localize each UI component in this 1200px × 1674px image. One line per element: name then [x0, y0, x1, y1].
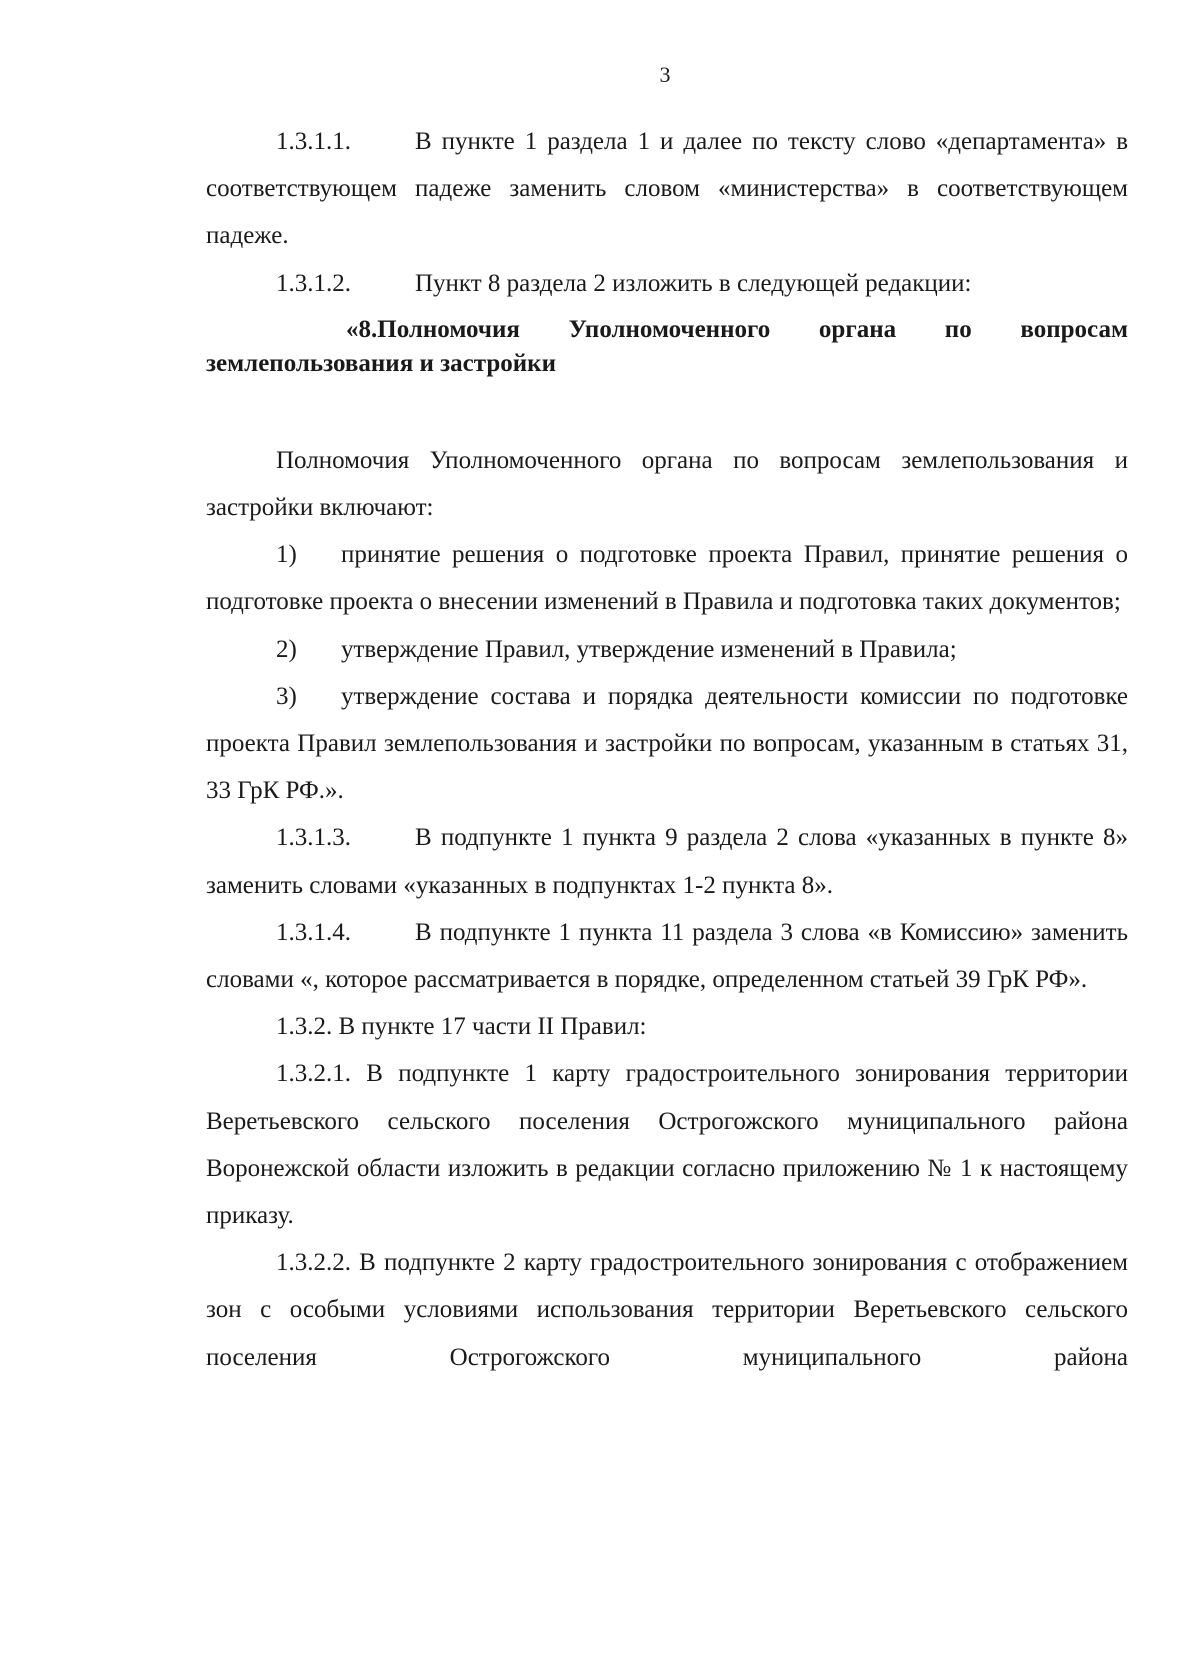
- list-item-3: [206, 673, 1128, 815]
- clause-number: 1.3.1.2.: [276, 269, 351, 297]
- paragraph-1-3-2-2: [206, 1239, 1128, 1381]
- clause-text: В пункте 1 раздела 1 и далее по тексту слово «департамента» в соответствующем падеже заменить словом «министерства» в соответствующем падеже.: [206, 128, 1128, 250]
- paragraph-text: 1.3.2.1. В подпункте 1 карту градостроительного зонирования территории Веретьевского сельского поселения Острогожского муниципального района Воронежской области изложить в редакции согласно приложению № 1 к настоящему приказу.: [206, 1060, 1128, 1230]
- paragraph-1-3-1-3: [206, 814, 1128, 908]
- list-item-1: [206, 531, 1128, 625]
- page-number: 3: [659, 62, 671, 87]
- clause-number: 1.3.1.4.: [276, 918, 351, 946]
- item-text: принятие решения о подготовке проекта Правил, принятие решения о подготовке проекта о внесении изменений в Правила и подготовка таких документов;: [206, 541, 1128, 616]
- paragraph-text: 1.3.2.2. В подпункте 2 карту градостроительного зонирования с отображением зон с особыми условиями использования территории Веретьевского сельского поселения Острогожского муниципального района: [206, 1249, 1128, 1371]
- paragraph-1-3-2-1: [206, 1050, 1128, 1239]
- item-text: утверждение Правил, утверждение изменений в Правила;: [341, 635, 957, 663]
- paragraph-1-3-1-2: [206, 260, 1128, 307]
- paragraph-1-3-2: [206, 1003, 1128, 1050]
- item-text: утверждение состава и порядка деятельности комиссии по подготовке проекта Правил землепользования и застройки по вопросам, указанным в статьях 31, 33 ГрК РФ.».: [206, 682, 1128, 805]
- heading-number: «8.: [346, 315, 378, 343]
- item-number: 3): [276, 682, 297, 710]
- section-heading: [206, 313, 1128, 381]
- paragraph-text: 1.3.2. В пункте 17 части II Правил:: [276, 1013, 647, 1041]
- clause-number: 1.3.1.1.: [276, 128, 351, 155]
- item-number: 1): [276, 541, 297, 569]
- list-item-2: [206, 626, 1128, 673]
- paragraph-powers-intro: [206, 437, 1128, 531]
- clause-text: В подпункте 1 пункта 11 раздела 3 слова «в Комиссию» заменить словами «, которое рассматривается в порядке, определенном статьей 39 ГрК РФ».: [206, 918, 1128, 994]
- spacer: [206, 381, 1128, 437]
- clause-number: 1.3.1.3.: [276, 824, 351, 852]
- item-number: 2): [276, 635, 297, 663]
- clause-text: В подпункте 1 пункта 9 раздела 2 слова «указанных в пункте 8» заменить словами «указанных в подпунктах 1-2 пункта 8».: [206, 824, 1128, 899]
- paragraph-1-3-1-1: [206, 118, 1128, 260]
- paragraph-1-3-1-4: [206, 909, 1128, 1003]
- document-body: [206, 118, 1128, 1381]
- paragraph-text: Полномочия Уполномоченного органа по вопросам землепользования и застройки включают:: [206, 446, 1128, 522]
- clause-text: Пункт 8 раздела 2 изложить в следующей редакции:: [415, 269, 972, 297]
- heading-text: Полномочия Уполномоченного органа по вопросам землепользования и застройки: [206, 315, 1128, 377]
